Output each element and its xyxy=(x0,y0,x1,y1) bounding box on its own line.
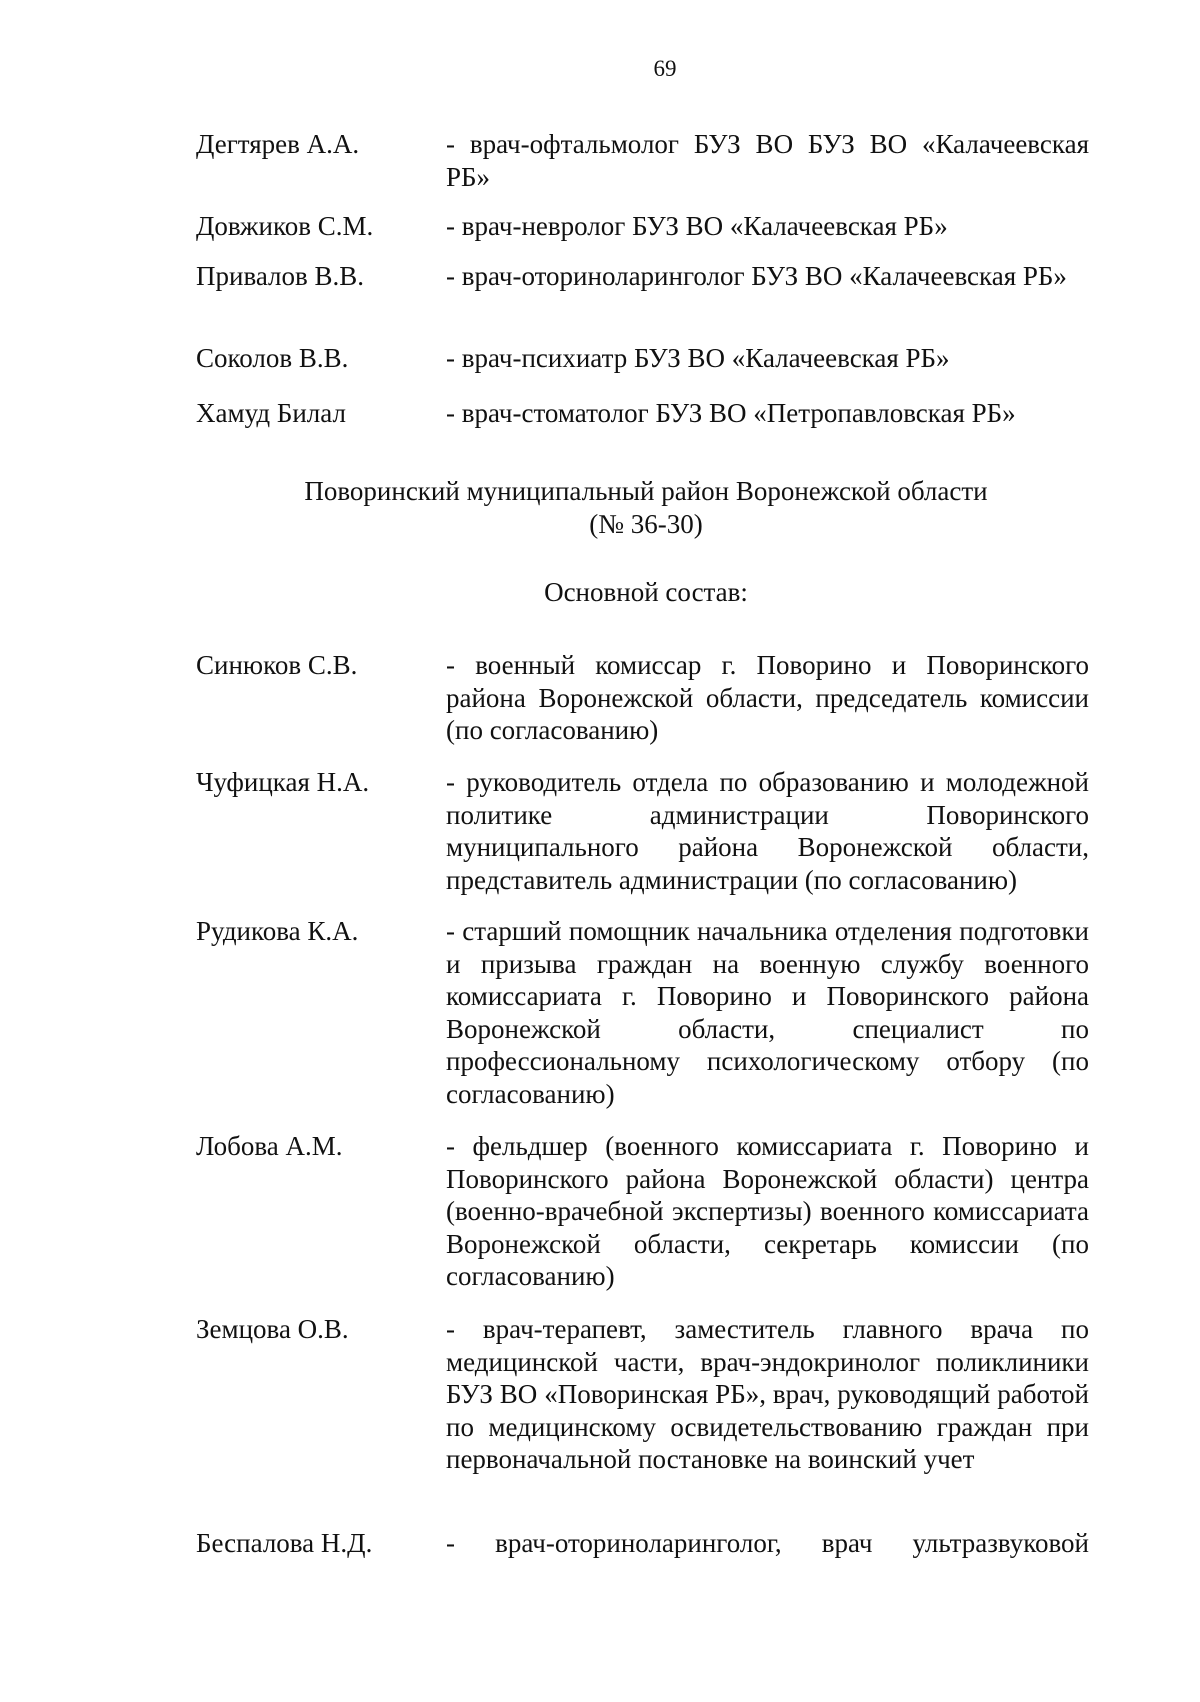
member-name: Лобова А.М. xyxy=(196,1131,343,1161)
member-name: Хамуд Билал xyxy=(196,398,346,428)
list-item xyxy=(196,766,1096,896)
member-name: Соколов В.В. xyxy=(196,343,349,373)
section-subtitle: Основной состав: xyxy=(544,577,748,607)
list-item xyxy=(196,210,1096,243)
list-item xyxy=(196,128,1096,193)
section-title-line: Поворинский муниципальный район Воронежской области xyxy=(304,476,988,506)
list-item xyxy=(196,1130,1096,1293)
list-item xyxy=(196,649,1096,747)
member-name: Беспалова Н.Д. xyxy=(196,1528,373,1558)
list-item xyxy=(196,397,1096,430)
member-name: Рудикова К.А. xyxy=(196,916,359,946)
member-role: - врач-стоматолог БУЗ ВО «Петропавловская РБ» xyxy=(446,398,1016,428)
list-item xyxy=(196,260,1096,293)
member-role: - врач-оториноларинголог БУЗ ВО «Калачеевская РБ» xyxy=(446,261,1067,291)
member-name: Довжиков С.М. xyxy=(196,211,374,241)
member-name: Синюков С.В. xyxy=(196,650,358,680)
member-role: - врач-психиатр БУЗ ВО «Калачеевская РБ» xyxy=(446,343,950,373)
member-name: Привалов В.В. xyxy=(196,261,365,291)
member-name: Чуфицкая Н.А. xyxy=(196,767,370,797)
list-item xyxy=(196,915,1096,1110)
list-item xyxy=(196,1313,1096,1476)
list-item xyxy=(196,342,1096,375)
member-role: - врач-офтальмолог БУЗ ВО БУЗ ВО «Калачеевская РБ» xyxy=(446,129,1089,192)
list-item xyxy=(196,1527,1096,1560)
member-role: - военный комиссар г. Поворино и Поворинского района Воронежской области, председатель комиссии (по согласованию) xyxy=(446,650,1089,745)
page-number: 69 xyxy=(653,56,677,81)
member-name: Дегтярев А.А. xyxy=(196,129,360,159)
member-name: Земцова О.В. xyxy=(196,1314,349,1344)
member-role: - старший помощник начальника отделения подготовки и призыва граждан на военную службу военного комиссариата г. Поворино и Поворинского района Воронежской области, специалист по профессиональному психологическому отбору (по согласованию) xyxy=(446,916,1089,1109)
member-role: - руководитель отдела по образованию и молодежной политике администрации Поворинского муниципального района Воронежской области, представитель администрации (по согласованию) xyxy=(446,767,1089,895)
member-role: - врач-оториноларинголог, врач ультразвуковой xyxy=(446,1528,1089,1558)
member-role: - фельдшер (военного комиссариата г. Поворино и Поворинского района Воронежской области) центра (военно-врачебной экспертизы) военного комиссариата Воронежской области, секретарь комиссии (по согласованию) xyxy=(446,1131,1089,1291)
member-role: - врач-терапевт, заместитель главного врача по медицинской части, врач-эндокринолог поликлиники БУЗ ВО «Поворинская РБ», врач, руководящий работой по медицинскому освидетельствованию граждан при первоначальной постановке на воинский учет xyxy=(446,1314,1089,1474)
section-number: (№ 36-30) xyxy=(589,508,703,539)
member-role: - врач-невролог БУЗ ВО «Калачеевская РБ» xyxy=(446,211,948,241)
section-title xyxy=(196,475,1096,540)
